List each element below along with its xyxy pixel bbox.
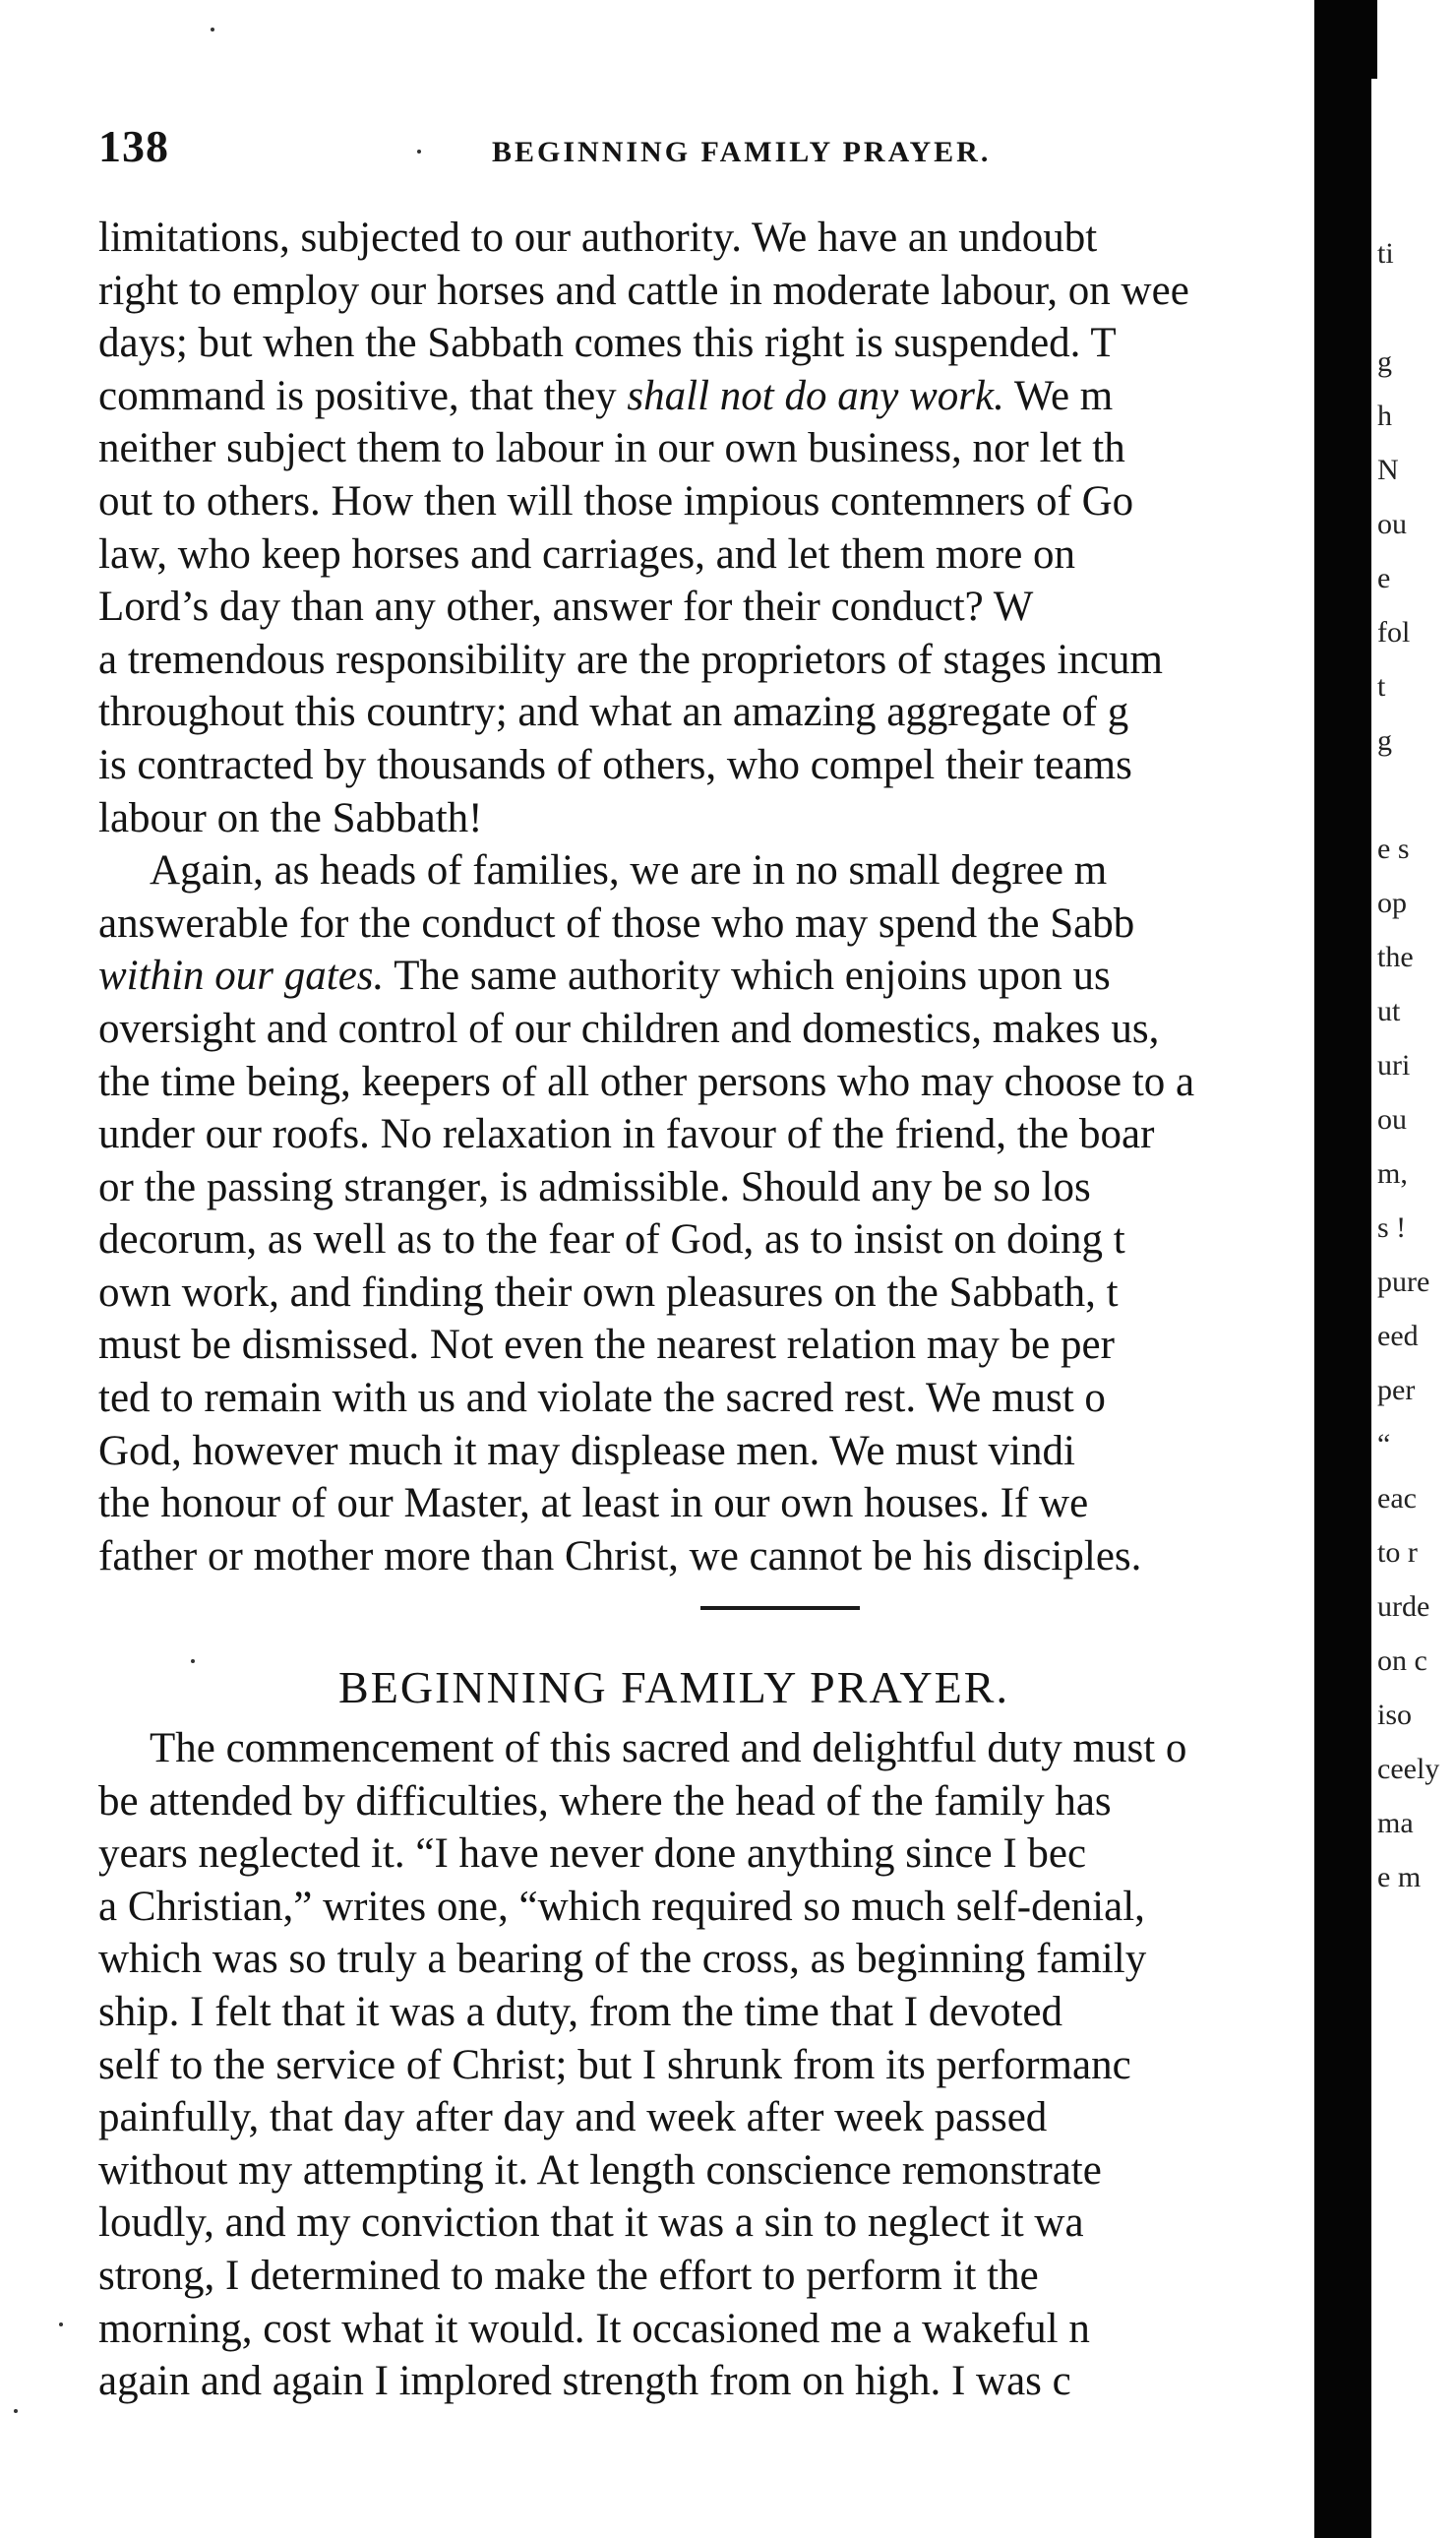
text-line: father or mother more than Christ, we cannot be his disciples. xyxy=(98,1532,1142,1579)
text-line: the time being, keepers of all other persons who may choose to a xyxy=(98,1058,1195,1105)
bleed-fragment: N xyxy=(1377,454,1399,486)
bleed-fragment: the xyxy=(1377,941,1414,973)
bleed-fragment: s ! xyxy=(1377,1211,1407,1244)
text-line: years neglected it. “I have never done anything since I bec xyxy=(98,1830,1087,1878)
bleed-fragment: ut xyxy=(1377,995,1401,1027)
bleed-fragment: to r xyxy=(1377,1536,1418,1569)
bleed-fragment: urde xyxy=(1377,1590,1430,1623)
bleed-fragment: “ xyxy=(1377,1428,1391,1460)
text-line: painfully, that day after day and week after week passed xyxy=(98,2094,1048,2141)
text-line: Lord’s day than any other, answer for their conduct? W xyxy=(98,584,1034,631)
bleed-fragment: ti xyxy=(1377,237,1394,270)
text-line: ship. I felt that it was a duty, from the time that I devoted xyxy=(98,1988,1062,2035)
bleed-fragment: ou xyxy=(1377,1103,1407,1136)
text-line: God, however much it may displease men. We must vindi xyxy=(98,1427,1075,1474)
text-line: again and again I implored strength from on high. I was c xyxy=(98,2358,1071,2405)
bleed-fragment xyxy=(1377,768,1423,822)
bleed-fragment: pure xyxy=(1377,1266,1430,1298)
text-line: or the passing stranger, is admissible. Should any be so los xyxy=(98,1163,1091,1210)
text-line: ted to remain with us and violate the sacred rest. We must o xyxy=(98,1375,1106,1422)
text-line: within our gates. The same authority which enjoins upon us xyxy=(98,953,1111,1000)
facing-page-bleed-text xyxy=(1377,226,1440,1904)
paper-speck xyxy=(59,2322,63,2326)
text-line: is contracted by thousands of others, who compel their teams xyxy=(98,741,1132,788)
bleed-fragment: t xyxy=(1377,670,1386,703)
text-line: oversight and control of our children and domestics, makes us, xyxy=(98,1005,1160,1052)
page-header xyxy=(98,120,1318,179)
bleed-fragment: uri xyxy=(1377,1049,1411,1082)
bleed-fragment: per xyxy=(1377,1374,1416,1406)
text-line: loudly, and my conviction that it was a sin to neglect it wa xyxy=(98,2199,1084,2247)
bleed-fragment: op xyxy=(1377,887,1407,919)
bleed-fragment: eac xyxy=(1377,1482,1417,1515)
paper-speck xyxy=(211,28,214,31)
bleed-fragment: m, xyxy=(1377,1157,1408,1190)
bleed-fragment: e xyxy=(1377,562,1391,594)
text-line: morning, cost what it would. It occasioned me a wakeful n xyxy=(98,2305,1090,2352)
text-line: the honour of our Master, at least in our own houses. If we xyxy=(98,1480,1089,1527)
bleed-fragment: iso xyxy=(1377,1699,1413,1731)
running-head: BEGINNING FAMILY PRAYER. xyxy=(492,136,992,168)
section-2-text xyxy=(98,1722,1348,2408)
bleed-fragment: g xyxy=(1377,724,1392,757)
text-line: limitations, subjected to our authority. We have an undoubt xyxy=(98,215,1098,261)
text-line: a Christian,” writes one, “which required so much self-denial, xyxy=(98,1883,1145,1930)
section-1-text xyxy=(98,212,1348,1582)
section-heading-text: BEGINNING FAMILY PRAYER. xyxy=(338,1662,1009,1712)
section-divider-rule xyxy=(700,1606,860,1610)
bleed-fragment: e m xyxy=(1377,1861,1422,1893)
text-line: law, who keep horses and carriages, and let them more on xyxy=(98,530,1076,578)
text-line: labour on the Sabbath! xyxy=(98,794,483,841)
text-line: command is positive, that they shall not do any work. We m xyxy=(98,372,1114,419)
bleed-fragment: fol xyxy=(1377,616,1411,649)
text-line: strong, I determined to make the effort to perform it the xyxy=(98,2252,1039,2299)
text-line: which was so truly a bearing of the cross, as beginning family xyxy=(98,1936,1147,1983)
section-heading xyxy=(98,1661,1456,1713)
text-line: answerable for the conduct of those who may spend the Sabb xyxy=(98,899,1135,947)
bleed-fragment: ma xyxy=(1377,1807,1414,1839)
text-line: under our roofs. No relaxation in favour of the friend, the boar xyxy=(98,1111,1155,1158)
paragraph-start-line: Again, as heads of families, we are in no small degree m xyxy=(150,847,1108,895)
paper-speck xyxy=(417,150,421,154)
page-number: 138 xyxy=(98,121,169,171)
bleed-fragment: g xyxy=(1377,345,1392,378)
text-line: without my attempting it. At length conscience remonstrate xyxy=(98,2146,1102,2194)
binding-shadow-notch xyxy=(1358,0,1377,79)
bleed-fragment: e s xyxy=(1377,833,1410,865)
bleed-fragment: on c xyxy=(1377,1644,1427,1677)
text-line: out to others. How then will those impious contemners of Go xyxy=(98,477,1134,525)
binding-shadow-bar xyxy=(1314,0,1371,2538)
text-line: throughout this country; and what an amazing aggregate of g xyxy=(98,689,1129,736)
paper-speck xyxy=(191,1659,195,1663)
bleed-fragment xyxy=(1377,280,1423,335)
bleed-fragment: ceely xyxy=(1377,1753,1440,1785)
text-line: own work, and finding their own pleasures on the Sabbath, t xyxy=(98,1269,1119,1316)
text-line: days; but when the Sabbath comes this right is suspended. T xyxy=(98,320,1117,367)
text-line: be attended by difficulties, where the head of the family has xyxy=(98,1777,1112,1825)
text-line: must be dismissed. Not even the nearest relation may be per xyxy=(98,1322,1115,1369)
paper-speck xyxy=(14,2409,18,2413)
paragraph-start-line: The commencement of this sacred and delightful duty must o xyxy=(150,1725,1187,1771)
italic-phrase: shall not do any work. xyxy=(627,372,1004,419)
text-line: neither subject them to labour in our own business, nor let th xyxy=(98,425,1125,472)
text-line: a tremendous responsibility are the proprietors of stages incum xyxy=(98,636,1163,683)
bleed-fragment: eed xyxy=(1377,1320,1419,1352)
text-line: self to the service of Christ; but I shrunk from its performanc xyxy=(98,2041,1131,2088)
italic-phrase: within our gates. xyxy=(98,953,385,1000)
bleed-fragment: h xyxy=(1377,400,1392,432)
bleed-fragment: ou xyxy=(1377,508,1407,540)
text-line: right to employ our horses and cattle in moderate labour, on wee xyxy=(98,267,1189,314)
text-line: decorum, as well as to the fear of God, as to insist on doing t xyxy=(98,1216,1125,1264)
